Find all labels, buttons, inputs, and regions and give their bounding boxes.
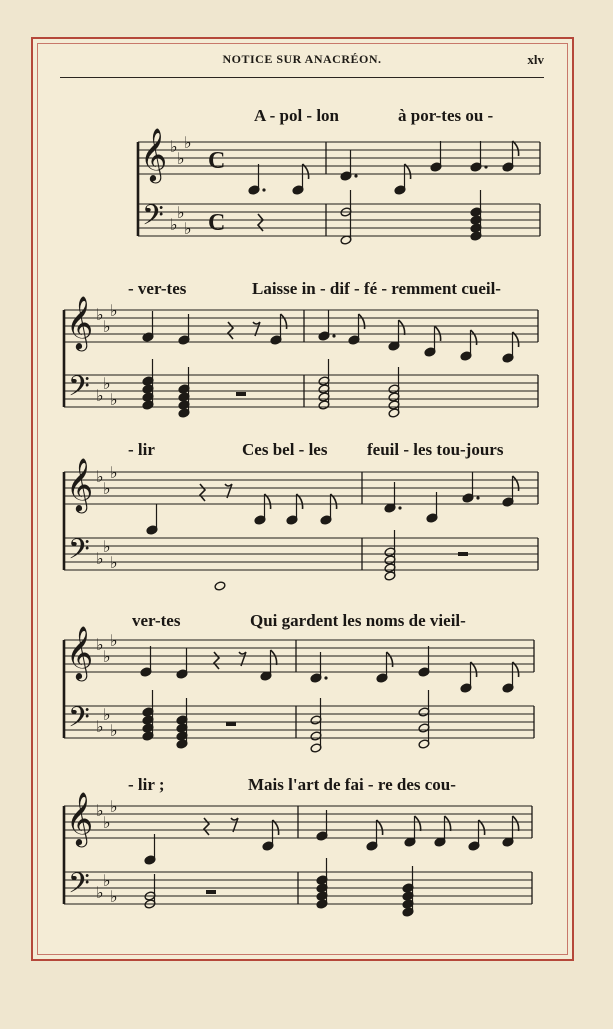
note-dot [324, 676, 327, 679]
flat-sign: ♭ [96, 635, 104, 654]
flat-sign: ♭ [96, 305, 104, 324]
lyric-line: A - pol - lon [254, 106, 340, 125]
lyric-line: - lir ; [128, 775, 165, 794]
flat-sign: ♭ [103, 705, 111, 724]
flat-sign: ♭ [103, 813, 111, 832]
bass-clef: 𝄢 [68, 867, 90, 907]
flat-sign: ♭ [110, 887, 118, 906]
common-time: C [208, 210, 226, 236]
lyric-line: Qui gardent les noms de vieil- [250, 611, 466, 630]
lyric-line: à por-tes ou - [398, 106, 494, 125]
quarter-rest [214, 652, 219, 669]
flat-sign: ♭ [177, 203, 185, 222]
note-flag [445, 816, 451, 831]
half-rest [236, 392, 246, 396]
treble-clef: 𝄞 [66, 457, 94, 511]
flat-sign: ♭ [170, 215, 178, 234]
flat-sign: ♭ [103, 479, 111, 498]
flat-sign: ♭ [110, 301, 118, 320]
flat-sign: ♭ [110, 390, 118, 409]
note-flag [513, 816, 519, 831]
flat-sign: ♭ [103, 537, 111, 556]
lyric-line: - ver-tes [128, 279, 187, 298]
note-flag [513, 476, 519, 491]
bass-clef: 𝄢 [68, 370, 90, 410]
bass-clef: 𝄢 [68, 533, 90, 573]
common-time: C [208, 148, 226, 174]
flat-sign: ♭ [184, 219, 192, 238]
note-flag [359, 314, 365, 329]
note-dot [476, 496, 479, 499]
note-flag [471, 330, 477, 345]
flat-sign: ♭ [110, 797, 118, 816]
flat-sign: ♭ [96, 801, 104, 820]
treble-clef: 𝄞 [66, 295, 94, 349]
header-title: NOTICE SUR ANACRÉON. [222, 52, 382, 66]
flat-sign: ♭ [110, 721, 118, 740]
quarter-rest [204, 818, 209, 835]
note-flag [513, 141, 519, 156]
bass-clef: 𝄢 [142, 199, 164, 239]
half-rest [458, 552, 468, 556]
lyric-line: feuil - les tou-jours [367, 440, 504, 459]
bass-clef: 𝄢 [68, 701, 90, 741]
note-flag [415, 816, 421, 831]
note-flag [399, 320, 405, 335]
flat-sign: ♭ [96, 549, 104, 568]
note-dot [262, 188, 265, 191]
treble-clef: 𝄞 [66, 791, 94, 845]
flat-sign: ♭ [103, 374, 111, 393]
half-rest [226, 722, 236, 726]
flat-sign: ♭ [103, 317, 111, 336]
flat-sign: ♭ [184, 133, 192, 152]
flat-sign: ♭ [110, 553, 118, 572]
note-flag [387, 652, 393, 667]
flat-sign: ♭ [177, 149, 185, 168]
flat-sign: ♭ [170, 137, 178, 156]
flat-sign: ♭ [110, 463, 118, 482]
flat-sign: ♭ [103, 647, 111, 666]
lyric-line: ver-tes [132, 611, 181, 630]
flat-sign: ♭ [96, 717, 104, 736]
half-rest [206, 890, 216, 894]
note-dot [354, 174, 357, 177]
quarter-rest [200, 484, 205, 501]
quarter-rest [228, 322, 233, 339]
flat-sign: ♭ [96, 467, 104, 486]
lyric-line: - lir [128, 440, 155, 459]
lyric-line: Laisse in - dif - fé - remment cueil- [252, 279, 501, 298]
flat-sign: ♭ [96, 883, 104, 902]
note-flag [271, 650, 277, 665]
treble-clef: 𝄞 [66, 625, 94, 679]
note-dot [332, 334, 335, 337]
flat-sign: ♭ [96, 386, 104, 405]
treble-clef: 𝄞 [140, 127, 168, 181]
page-number: xlv [527, 52, 544, 67]
note-dot [398, 506, 401, 509]
note-head [214, 581, 226, 591]
lyric-line: Mais l'art de fai - re des cou- [248, 775, 456, 794]
lyric-line: Ces bel - les [242, 440, 328, 459]
flat-sign: ♭ [103, 871, 111, 890]
note-flag [281, 314, 287, 329]
flat-sign: ♭ [110, 631, 118, 650]
note-dot [484, 165, 487, 168]
